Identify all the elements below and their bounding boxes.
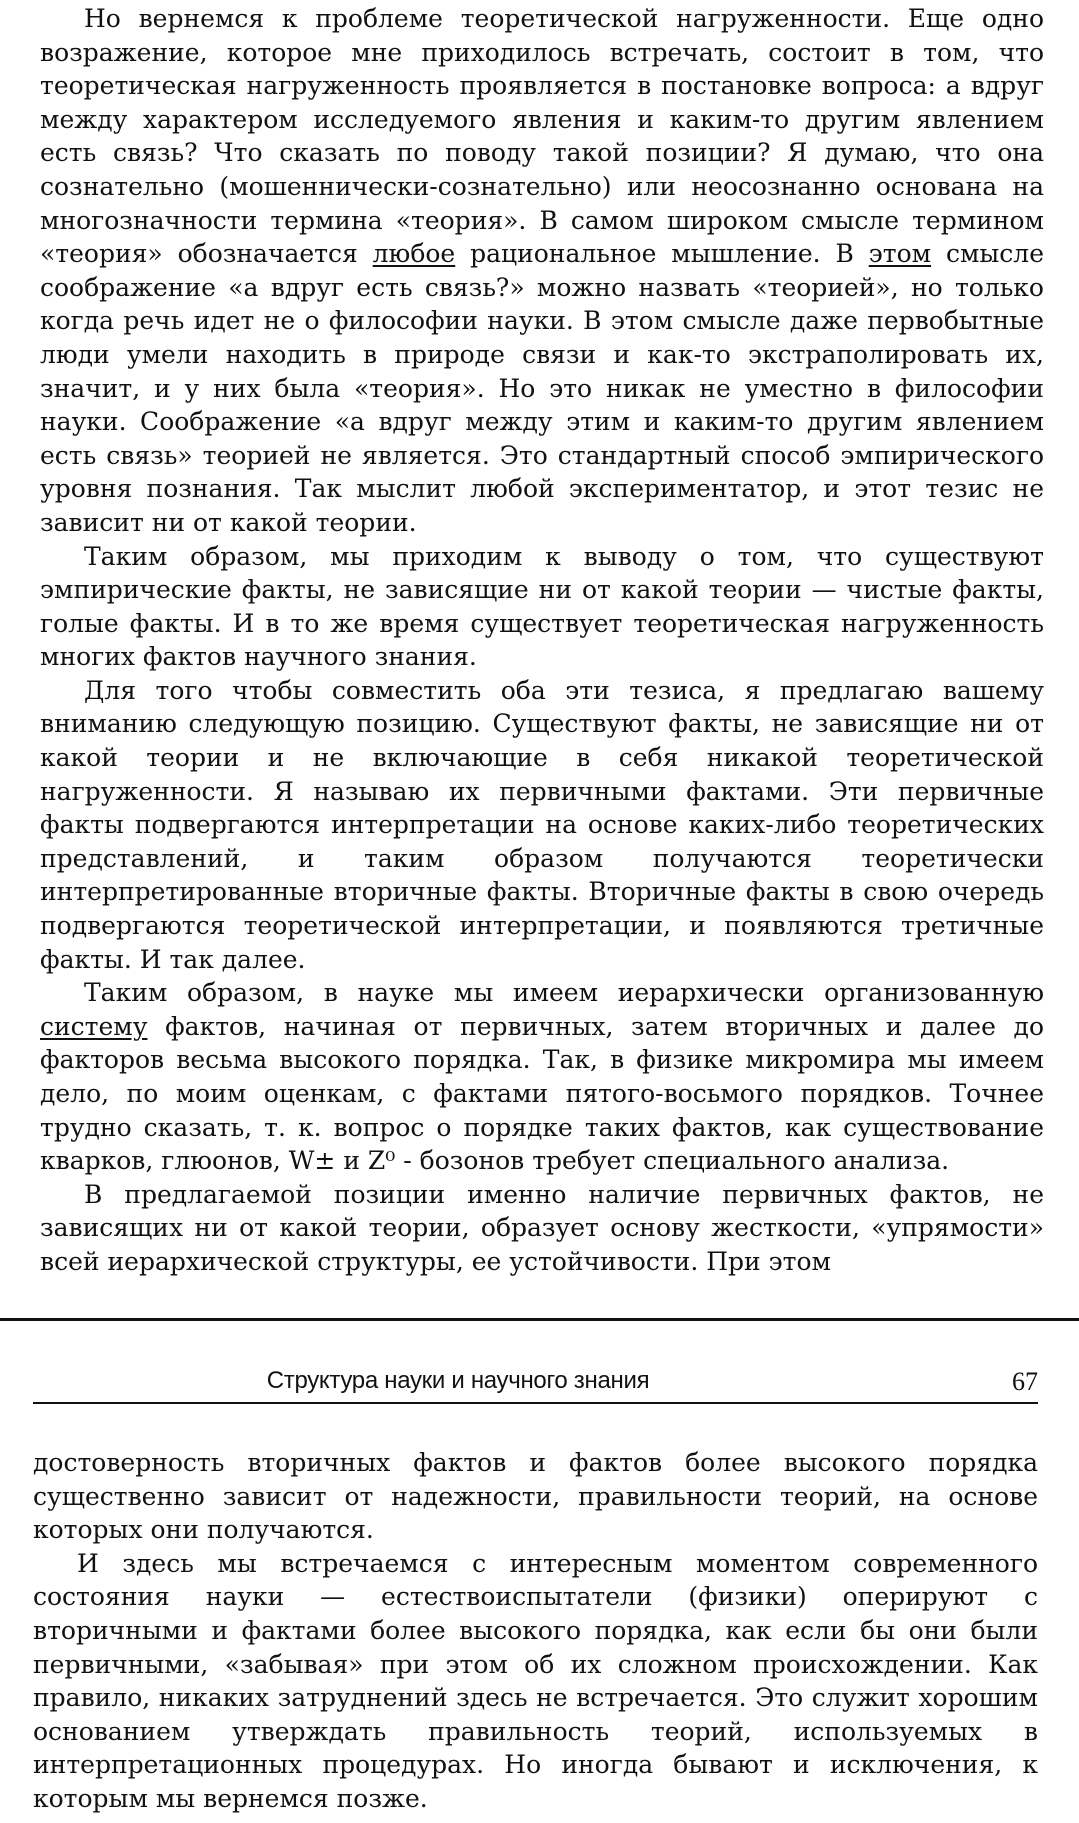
page-number: 67 — [1012, 1367, 1038, 1396]
paragraph-pure-facts — [40, 540, 1044, 674]
paragraph-fact-hierarchy — [40, 976, 1044, 1178]
paragraph-higher-order-facts — [33, 1547, 1038, 1816]
lower-page-fragment — [0, 1318, 1079, 1823]
text-segment: смысле соображение «а вдруг есть связь?» можно назвать «теорией», но только когда речь идет не о философии науки. В этом смысле даже первобытные люди умели находить в природе связи и как-то экстраполировать их, значит, и у них была «теория». Но это никак не уместно в философии науки. Соображение «а вдруг между этим и каким-то другим явлением есть связь» теорией не является. Это стандартный способ эмпирического уровня познания. Так мыслит любой экспериментатор, и этот тезис не зависит ни от какой теории. — [40, 239, 1044, 537]
underlined-word: этом — [868, 239, 932, 269]
text-segment: рациональное мышление. В — [455, 239, 869, 269]
paragraph-theory-ambiguity — [40, 2, 1044, 540]
underlined-word: систему — [40, 1011, 148, 1041]
text-segment: В предлагаемой позиции именно наличие первичных фактов, не зависящих ни от какой теории, образует основу жесткости, «упрямости» всей иерархической структуры, ее устойчивости. При этом — [40, 1179, 1044, 1276]
underlined-word: любое — [372, 239, 456, 269]
text-segment: Таким образом, мы приходим к выводу о том, что существуют эмпирические факты, не зависящие ни от какой теории — чистые факты, голые факты. И в то же время существует теоретическая нагруженность многих фактов научного знания. — [40, 541, 1044, 672]
paragraph-continuation — [33, 1446, 1038, 1547]
upper-body-text — [40, 2, 1044, 1279]
running-header-title: Структура науки и научного знания — [266, 1367, 650, 1394]
paragraph-primary-facts — [40, 674, 1044, 976]
lower-body-text — [33, 1446, 1038, 1816]
text-segment: достоверность вторичных фактов и фактов более высокого порядка существенно зависит от надежности, правильности теорий, на основе которых они получаются. — [33, 1448, 1038, 1545]
paragraph-rigidity — [40, 1178, 1044, 1279]
text-segment: Таким образом, в науке мы имеем иерархически организованную — [84, 978, 1044, 1008]
text-segment: Но вернемся к проблеме теоретической нагруженности. Еще одно возражение, которое мне приходилось встречать, состоит в том, что теоретическая нагруженность проявляется в постановке вопроса: а вдруг между характером исследуемого явления и каким-то другим явлением есть связь? Что сказать по поводу такой позиции? Я думаю, что она сознательно (мошеннически-сознательно) или неосознанно основана на многозначности термина «теория». В самом широком смысле термином «теория» обозначается — [40, 4, 1044, 269]
text-segment: И здесь мы встречаемся с интересным моментом современного состояния науки — естествоиспытатели (физики) оперируют с вторичными и фактами более высокого порядка, как если бы они были первичными, «забывая» при этом об их сложном происхождении. Как правило, никаких затруднений здесь не встречается. Это служит хорошим основанием утверждать правильность теорий, используемых в интерпретационных процедурах. Но иногда бывают и исключения, к которым мы вернемся позже. — [33, 1548, 1038, 1813]
text-segment: Для того чтобы совместить оба эти тезиса, я предлагаю вашему вниманию следующую позицию. Существуют факты, не зависящие ни от какой теории и не включающие в себя никакой теоретической нагруженности. Я называю их первичными фактами. Эти первичные факты подвергаются интерпретации на основе каких-либо теоретических представлений, и таким образом получаются теоретически интерпретированные вторичные факты. Вторичные факты в свою очередь подвергаются теоретической интерпретации, и появляются третичные факты. И так далее. — [40, 675, 1044, 974]
text-segment: фактов, начиная от первичных, затем вторичных и далее до факторов весьма высокого порядка. Так, в физике микромира мы имеем дело, по моим оценкам, с фактами пятого-восьмого порядков. Точнее трудно сказать, т. к. вопрос о порядке таких фактов, как существование кварков, глюонов, W± и Z⁰ - бозонов требует специального анализа. — [40, 1011, 1044, 1176]
